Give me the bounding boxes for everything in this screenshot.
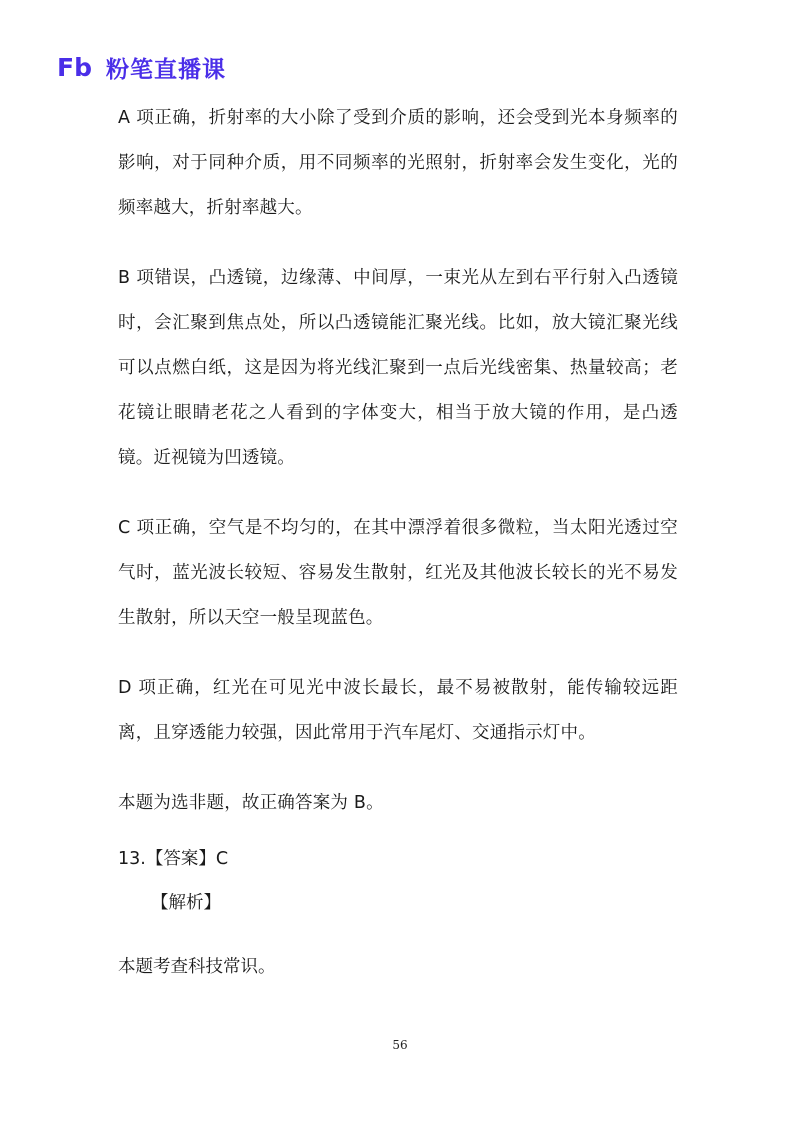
explanation-body bbox=[118, 96, 678, 851]
analysis-label: 【解析】 bbox=[151, 893, 221, 913]
logo-text: Fb bbox=[57, 53, 92, 82]
paragraph-conclusion: 本题为选非题，故正确答案为 B。 bbox=[118, 793, 384, 813]
paragraph-option-a: A 项正确，折射率的大小除了受到介质的影响，还会受到光本身频率的影响，对于同种介质，用不同频率的光照射，折射率会发生变化，光的频率越大，折射率越大。 bbox=[118, 108, 678, 218]
paragraph-option-b: B 项错误，凸透镜，边缘薄、中间厚，一束光从左到右平行射入凸透镜时，会汇聚到焦点处，所以凸透镜能汇聚光线。比如，放大镜汇聚光线可以点燃白纸，这是因为将光线汇聚到一点后光线密集、热量较高；老花镜让眼睛老花之人看到的字体变大，相当于放大镜的作用，是凸透镜。近视镜为凹透镜。 bbox=[118, 268, 678, 468]
brand-name: 粉笔直播课 bbox=[106, 56, 226, 83]
fenbi-logo-icon bbox=[56, 52, 100, 82]
paragraph-option-c: C 项正确，空气是不均匀的，在其中漂浮着很多微粒，当太阳光透过空气时，蓝光波长较短、容易发生散射，红光及其他波长较长的光不易发生散射，所以天空一般呈现蓝色。 bbox=[118, 518, 678, 628]
answer-heading: 13.【答案】C bbox=[118, 849, 229, 869]
analysis-text: 本题考查科技常识。 bbox=[118, 957, 276, 977]
paragraph-option-d: D 项正确，红光在可见光中波长最长，最不易被散射，能传输较远距离，且穿透能力较强，因此常用于汽车尾灯、交通指示灯中。 bbox=[118, 678, 678, 743]
page-number: 56 bbox=[392, 1038, 408, 1052]
brand-header bbox=[56, 50, 226, 84]
